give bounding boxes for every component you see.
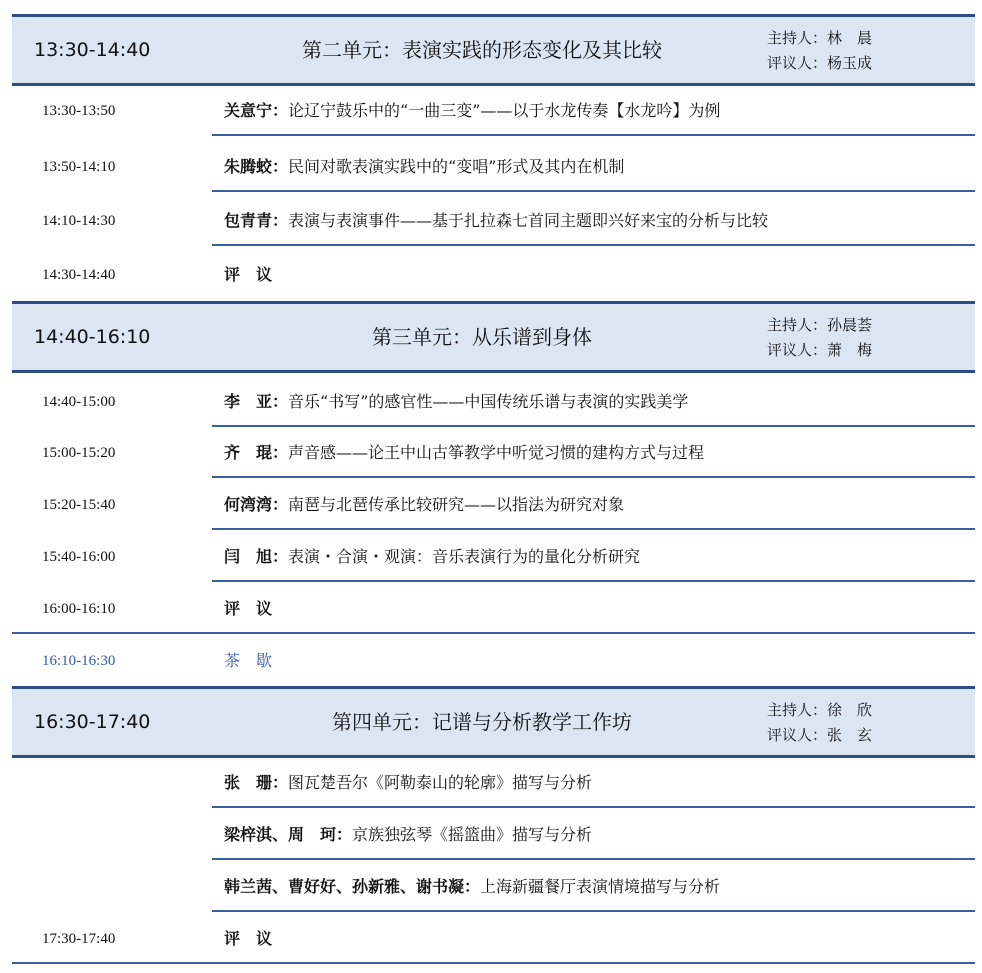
row-divider (212, 244, 975, 246)
speaker-name: 评 议 (224, 265, 273, 284)
speaker-name: 朱腾蛟： (224, 157, 289, 176)
talk-topic: 南琶与北琶传承比较研究——以指法为研究对象 (288, 495, 625, 514)
row-divider (212, 858, 975, 860)
talk-topic: 上海新疆餐厅表演情境描写与分析 (480, 877, 721, 896)
row-time: 14:10-14:30 (42, 213, 116, 229)
row-talk (224, 584, 272, 634)
schedule-row (12, 86, 975, 136)
row-time: 14:40-15:00 (42, 394, 116, 410)
unit-time: 14:40-16:10 (34, 326, 151, 348)
schedule-row (12, 584, 975, 634)
speaker-name: 关意宁： (224, 101, 289, 120)
tea-break-row (12, 636, 975, 686)
talk-topic: 表演・合演・观演：音乐表演行为的量化分析研究 (288, 547, 641, 566)
speaker-name: 张 珊： (224, 773, 289, 792)
unit-roles (767, 698, 872, 748)
unit-header (12, 686, 975, 758)
unit-header (12, 14, 975, 86)
talk-topic: 论辽宁鼓乐中的“一曲三变”——以于水龙传奏【水龙吟】为例 (288, 101, 721, 120)
row-talk (224, 86, 720, 136)
speaker-name: 韩兰茜、曹好好、孙新雅、谢书凝： (224, 877, 481, 896)
row-divider (212, 528, 975, 530)
row-time: 16:00-16:10 (42, 601, 116, 617)
speaker-name: 闫 旭： (224, 547, 289, 566)
schedule-row (12, 196, 975, 246)
row-talk (224, 532, 640, 582)
row-divider (212, 190, 975, 192)
row-time: 13:50-14:10 (42, 159, 116, 175)
row-talk (224, 480, 624, 530)
row-talk (224, 250, 272, 300)
row-talk (224, 196, 768, 246)
reviewer-label: 评议人：杨玉成 (767, 54, 873, 72)
schedule-row (12, 250, 975, 300)
schedule-row (12, 914, 975, 964)
unit-time: 16:30-17:40 (34, 711, 151, 733)
speaker-name: 李 亚： (224, 392, 289, 411)
row-talk (224, 758, 592, 808)
schedule-row (12, 377, 975, 427)
talk-topic: 京族独弦琴《摇篮曲》描写与分析 (352, 825, 593, 844)
host-label: 主持人：林 晨 (767, 29, 873, 47)
speaker-name: 评 议 (224, 929, 273, 948)
row-time: 15:40-16:00 (42, 549, 116, 565)
schedule-row (12, 862, 975, 912)
row-divider (212, 134, 975, 136)
reviewer-label: 评议人：萧 梅 (767, 341, 873, 359)
unit-title: 第二单元：表演实践的形态变化及其比较 (302, 38, 662, 62)
row-divider (12, 962, 975, 964)
unit-title: 第四单元：记谱与分析教学工作坊 (332, 710, 632, 734)
conference-schedule (12, 0, 975, 973)
unit-title: 第三单元：从乐谱到身体 (372, 325, 592, 349)
talk-topic: 民间对歌表演实践中的“变唱”形式及其内在机制 (288, 157, 625, 176)
schedule-row (12, 480, 975, 530)
row-divider (212, 476, 975, 478)
row-talk (224, 914, 272, 964)
row-talk (224, 810, 592, 860)
schedule-row (12, 532, 975, 582)
unit-time: 13:30-14:40 (34, 39, 151, 61)
row-divider (212, 910, 975, 912)
unit-roles (767, 26, 872, 76)
row-divider (212, 806, 975, 808)
schedule-row (12, 428, 975, 478)
talk-topic: 图瓦楚吾尔《阿勒泰山的轮廓》描写与分析 (288, 773, 593, 792)
unit-header (12, 301, 975, 373)
schedule-row (12, 142, 975, 192)
row-divider (12, 632, 975, 634)
row-divider (212, 580, 975, 582)
row-talk (224, 428, 704, 478)
speaker-name: 评 议 (224, 599, 273, 618)
row-talk (224, 377, 688, 427)
unit-roles (767, 313, 872, 363)
talk-topic: 表演与表演事件——基于扎拉森七首同主题即兴好来宝的分析与比较 (288, 211, 769, 230)
speaker-name: 何湾湾： (224, 495, 289, 514)
talk-topic: 音乐“书写”的感官性——中国传统乐谱与表演的实践美学 (288, 392, 689, 411)
tea-break-time: 16:10-16:30 (42, 653, 116, 669)
reviewer-label: 评议人：张 玄 (767, 726, 873, 744)
host-label: 主持人：孙晨荟 (767, 316, 873, 334)
row-time: 15:00-15:20 (42, 445, 116, 461)
tea-break-label: 茶 歇 (224, 651, 273, 670)
speaker-name: 梁梓淇、周 珂： (224, 825, 353, 844)
row-time: 13:30-13:50 (42, 103, 116, 119)
speaker-name: 包青青： (224, 211, 289, 230)
row-talk (224, 142, 624, 192)
host-label: 主持人：徐 欣 (767, 701, 873, 719)
speaker-name: 齐 琨： (224, 443, 289, 462)
row-divider (212, 425, 975, 427)
row-talk (224, 862, 720, 912)
talk-topic: 声音感——论王中山古筝教学中听觉习惯的建构方式与过程 (288, 443, 705, 462)
schedule-row (12, 810, 975, 860)
row-time: 17:30-17:40 (42, 931, 116, 947)
schedule-row (12, 758, 975, 808)
row-time: 14:30-14:40 (42, 267, 116, 283)
row-time: 15:20-15:40 (42, 497, 116, 513)
